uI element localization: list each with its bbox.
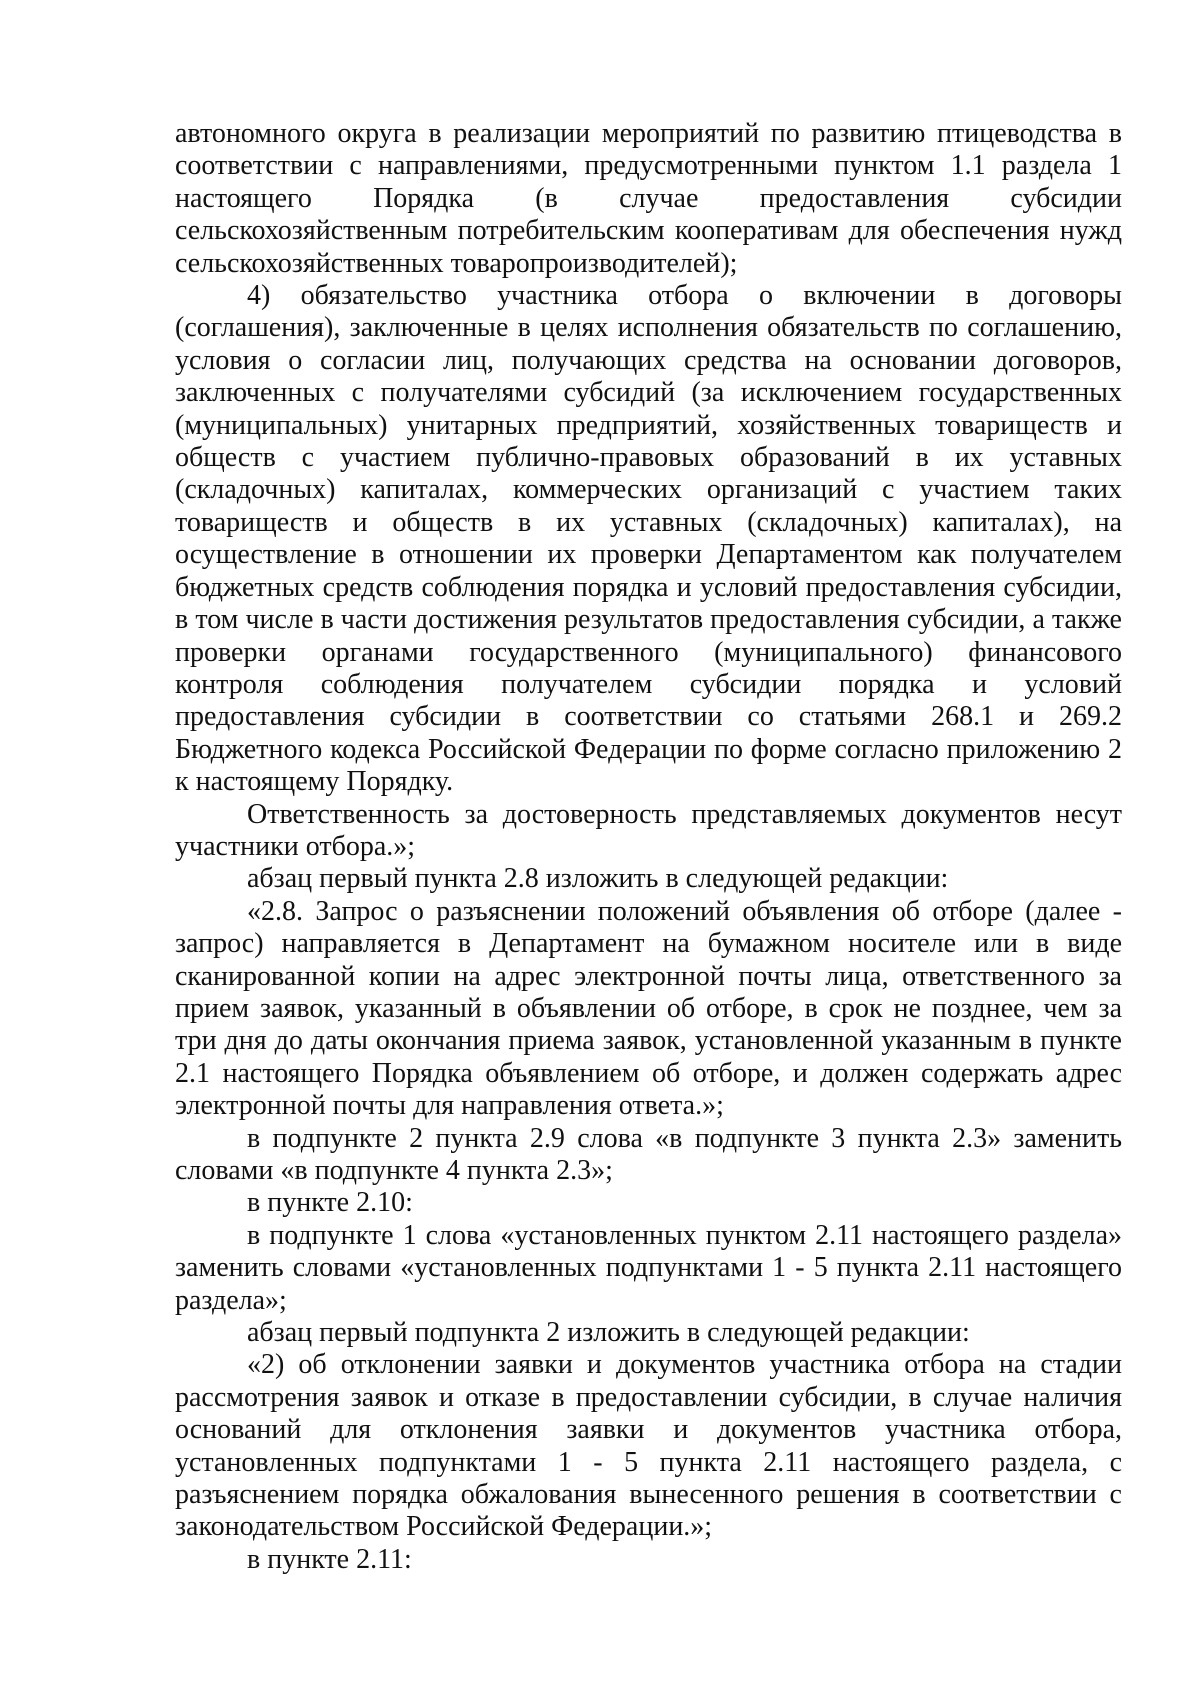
paragraph-5: «2.8. Запрос о разъяснении положений объявления об отборе (далее - запрос) направляется в Департамент на бумажном носителе или в виде сканированной копии на адрес электронной почты лица, ответственного за прием заявок, указанный в объявлении об отборе, в срок не позднее, чем за три дня до даты окончания приема заявок, установленной указанным в пункте 2.1 настоящего Порядка объявлением об отборе, и должен содержать адрес электронной почты для направления ответа.»; bbox=[175, 895, 1122, 1122]
paragraph-8: в подпункте 1 слова «установленных пунктом 2.11 настоящего раздела» заменить словами «установленных подпунктами 1 - 5 пункта 2.11 настоящего раздела»; bbox=[175, 1219, 1122, 1316]
paragraph-9: абзац первый подпункта 2 изложить в следующей редакции: bbox=[247, 1317, 970, 1349]
paragraph-2: 4) обязательство участника отбора о включении в договоры (соглашения), заключенные в целях исполнения обязательств по соглашению, условия о согласии лиц, получающих средства на основании договоров, заключенных с получателями субсидий (за исключением государственных (муниципальных) унитарных предприятий, хозяйственных товариществ и обществ с участием публично-правовых образований в их уставных (складочных) капиталах, коммерческих организаций с участием таких товариществ и обществ в их уставных (складочных) капиталах), на осуществление в отношении их проверки Департаментом как получателем бюджетных средств соблюдения порядка и условий предоставления субсидии, в том числе в части достижения результатов предоставления субсидии, а также проверки органами государственного (муниципального) финансового контроля соблюдения получателем субсидии порядка и условий предоставления субсидии в соответствии со статьями 268.1 и 269.2 Бюджетного кодекса Российской Федерации по форме согласно приложению 2 к настоящему Порядку. bbox=[175, 280, 1122, 798]
paragraph-6: в подпункте 2 пункта 2.9 слова «в подпункте 3 пункта 2.3» заменить словами «в подпункте 4 пункта 2.3»; bbox=[175, 1122, 1122, 1186]
paragraph-10: «2) об отклонении заявки и документов участника отбора на стадии рассмотрения заявок и отказе в предоставлении субсидии, в случае наличия оснований для отклонения заявки и документов участника отбора, установленных подпунктами 1 - 5 пункта 2.11 настоящего раздела, с разъяснением порядка обжалования вынесенного решения в соответствии с законодательством Российской Федерации.»; bbox=[175, 1349, 1122, 1543]
paragraph-3: Ответственность за достоверность представляемых документов несут участники отбора.»; bbox=[175, 798, 1122, 862]
document-page bbox=[175, 118, 1122, 1576]
paragraph-7: в пункте 2.10: bbox=[247, 1187, 413, 1219]
paragraph-11: в пункте 2.11: bbox=[247, 1543, 412, 1575]
paragraph-4: абзац первый пункта 2.8 изложить в следующей редакции: bbox=[247, 863, 949, 895]
paragraph-1: автономного округа в реализации мероприятий по развитию птицеводства в соответствии с направлениями, предусмотренными пунктом 1.1 раздела 1 настоящего Порядка (в случае предоставления субсидии сельскохозяйственным потребительским кооперативам для обеспечения нужд сельскохозяйственных товаропроизводителей); bbox=[175, 118, 1122, 279]
